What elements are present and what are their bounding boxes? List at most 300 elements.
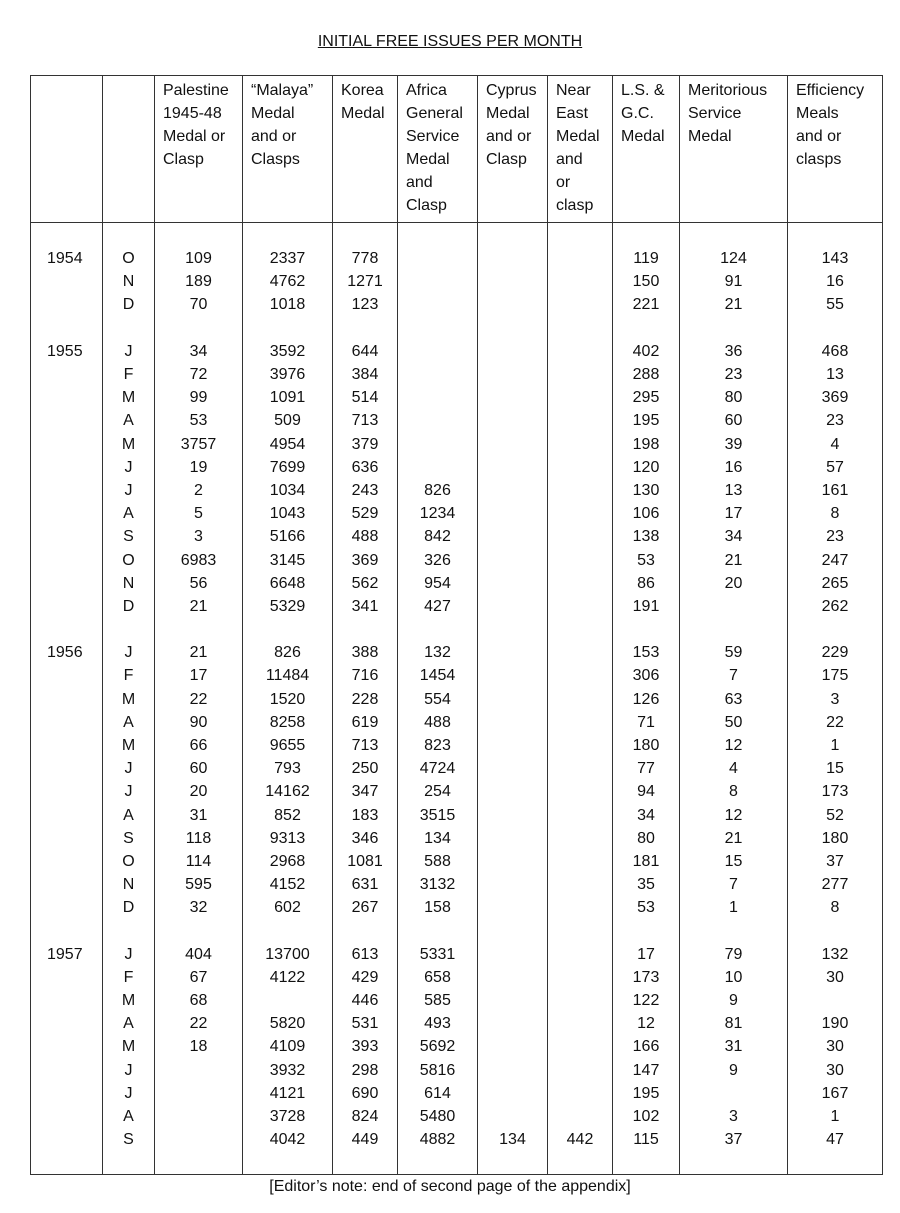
value-cell bbox=[478, 595, 548, 618]
value-cell: 1271 bbox=[333, 270, 398, 293]
header-line: 1945-48 bbox=[163, 105, 222, 122]
header-line: Medal bbox=[406, 151, 450, 168]
value-cell: 161 bbox=[788, 479, 883, 502]
value-cell: 60 bbox=[155, 757, 243, 780]
month-cell: J bbox=[103, 340, 155, 363]
column-header-efficiency bbox=[788, 76, 883, 223]
value-cell: 5820 bbox=[243, 1012, 333, 1035]
month-cell: J bbox=[103, 1082, 155, 1105]
value-cell: 3 bbox=[155, 525, 243, 548]
value-cell: 173 bbox=[788, 780, 883, 803]
value-cell: 3976 bbox=[243, 363, 333, 386]
table-row bbox=[31, 456, 883, 479]
value-cell bbox=[548, 734, 613, 757]
value-cell: 4121 bbox=[243, 1082, 333, 1105]
table-row bbox=[31, 1128, 883, 1151]
header-line: Medal bbox=[341, 105, 385, 122]
value-cell: 954 bbox=[398, 572, 478, 595]
month-cell: F bbox=[103, 363, 155, 386]
value-cell: 31 bbox=[680, 1035, 788, 1058]
spacer-row bbox=[31, 919, 883, 942]
year-cell bbox=[31, 525, 103, 548]
table-row bbox=[31, 989, 883, 1012]
value-cell: 2337 bbox=[243, 247, 333, 270]
value-cell: 23 bbox=[680, 363, 788, 386]
value-cell: 3145 bbox=[243, 548, 333, 571]
value-cell: 195 bbox=[613, 409, 680, 432]
value-cell bbox=[398, 363, 478, 386]
value-cell bbox=[548, 1105, 613, 1128]
month-cell: O bbox=[103, 850, 155, 873]
column-header-meritorious bbox=[680, 76, 788, 223]
value-cell: 5816 bbox=[398, 1059, 478, 1082]
value-cell bbox=[478, 433, 548, 456]
month-cell: M bbox=[103, 386, 155, 409]
value-cell: 22 bbox=[155, 1012, 243, 1035]
month-cell: S bbox=[103, 525, 155, 548]
issues-table-container bbox=[30, 75, 882, 1173]
header-line: Service bbox=[406, 128, 460, 145]
year-cell bbox=[31, 989, 103, 1012]
value-cell: 265 bbox=[788, 572, 883, 595]
value-cell: 20 bbox=[680, 572, 788, 595]
value-cell bbox=[548, 757, 613, 780]
value-cell: 14162 bbox=[243, 780, 333, 803]
header-line: Cyprus bbox=[486, 82, 537, 99]
value-cell: 15 bbox=[680, 850, 788, 873]
value-cell: 393 bbox=[333, 1035, 398, 1058]
value-cell: 778 bbox=[333, 247, 398, 270]
month-cell: M bbox=[103, 1035, 155, 1058]
month-cell: O bbox=[103, 548, 155, 571]
value-cell bbox=[155, 1082, 243, 1105]
value-cell: 57 bbox=[788, 456, 883, 479]
value-cell: 4724 bbox=[398, 757, 478, 780]
value-cell: 86 bbox=[613, 572, 680, 595]
header-line: “Malaya” bbox=[251, 82, 314, 99]
table-row bbox=[31, 780, 883, 803]
value-cell: 13700 bbox=[243, 943, 333, 966]
value-cell: 5331 bbox=[398, 943, 478, 966]
value-cell: 53 bbox=[613, 548, 680, 571]
value-cell: 21 bbox=[680, 827, 788, 850]
value-cell: 514 bbox=[333, 386, 398, 409]
value-cell: 80 bbox=[680, 386, 788, 409]
value-cell bbox=[478, 688, 548, 711]
value-cell: 126 bbox=[613, 688, 680, 711]
value-cell: 67 bbox=[155, 966, 243, 989]
table-body bbox=[31, 223, 883, 1175]
table-row bbox=[31, 1082, 883, 1105]
value-cell: 55 bbox=[788, 293, 883, 316]
table-row bbox=[31, 1059, 883, 1082]
value-cell bbox=[478, 943, 548, 966]
year-cell bbox=[31, 456, 103, 479]
header-line: Korea bbox=[341, 82, 384, 99]
header-row bbox=[31, 76, 883, 223]
value-cell bbox=[398, 293, 478, 316]
month-cell: S bbox=[103, 1128, 155, 1151]
value-cell bbox=[398, 386, 478, 409]
value-cell bbox=[548, 386, 613, 409]
value-cell bbox=[548, 664, 613, 687]
value-cell: 1034 bbox=[243, 479, 333, 502]
value-cell bbox=[478, 363, 548, 386]
value-cell: 34 bbox=[613, 804, 680, 827]
month-cell: A bbox=[103, 1012, 155, 1035]
month-cell: N bbox=[103, 572, 155, 595]
table-row bbox=[31, 479, 883, 502]
value-cell: 427 bbox=[398, 595, 478, 618]
month-cell: J bbox=[103, 456, 155, 479]
value-cell: 7 bbox=[680, 873, 788, 896]
value-cell bbox=[548, 1035, 613, 1058]
month-cell: F bbox=[103, 664, 155, 687]
value-cell: 384 bbox=[333, 363, 398, 386]
value-cell: 143 bbox=[788, 247, 883, 270]
header-line: G.C. bbox=[621, 105, 654, 122]
table-row bbox=[31, 409, 883, 432]
value-cell: 21 bbox=[155, 595, 243, 618]
table-row bbox=[31, 293, 883, 316]
value-cell: 595 bbox=[155, 873, 243, 896]
year-cell bbox=[31, 293, 103, 316]
table-row bbox=[31, 572, 883, 595]
value-cell bbox=[548, 850, 613, 873]
value-cell: 134 bbox=[478, 1128, 548, 1151]
header-line: and or bbox=[796, 128, 842, 145]
value-cell: 6648 bbox=[243, 572, 333, 595]
header-line: Meritorious bbox=[688, 82, 768, 99]
table-row bbox=[31, 734, 883, 757]
header-line: Medal bbox=[621, 128, 665, 145]
year-label: 1957 bbox=[31, 943, 103, 966]
value-cell: 13 bbox=[788, 363, 883, 386]
table-row bbox=[31, 757, 883, 780]
header-line: Clasp bbox=[163, 151, 204, 168]
header-line: Medal or bbox=[163, 128, 226, 145]
year-cell bbox=[31, 1128, 103, 1151]
month-cell: F bbox=[103, 966, 155, 989]
value-cell: 198 bbox=[613, 433, 680, 456]
value-cell: 614 bbox=[398, 1082, 478, 1105]
value-cell: 3592 bbox=[243, 340, 333, 363]
value-cell: 247 bbox=[788, 548, 883, 571]
value-cell: 9 bbox=[680, 1059, 788, 1082]
value-cell: 1 bbox=[788, 734, 883, 757]
month-cell: J bbox=[103, 757, 155, 780]
value-cell bbox=[478, 850, 548, 873]
value-cell: 94 bbox=[613, 780, 680, 803]
year-cell bbox=[31, 966, 103, 989]
value-cell: 8 bbox=[788, 896, 883, 919]
value-cell bbox=[478, 386, 548, 409]
table-row bbox=[31, 363, 883, 386]
value-cell: 8 bbox=[788, 502, 883, 525]
value-cell bbox=[478, 1105, 548, 1128]
value-cell bbox=[478, 827, 548, 850]
value-cell bbox=[155, 1059, 243, 1082]
year-cell bbox=[31, 711, 103, 734]
column-header-ls-gc bbox=[613, 76, 680, 223]
value-cell: 166 bbox=[613, 1035, 680, 1058]
value-cell bbox=[478, 734, 548, 757]
value-cell bbox=[548, 595, 613, 618]
value-cell: 842 bbox=[398, 525, 478, 548]
column-header-near-east bbox=[548, 76, 613, 223]
value-cell bbox=[548, 989, 613, 1012]
value-cell bbox=[548, 479, 613, 502]
value-cell: 3 bbox=[680, 1105, 788, 1128]
value-cell: 72 bbox=[155, 363, 243, 386]
value-cell bbox=[398, 247, 478, 270]
month-cell: N bbox=[103, 270, 155, 293]
value-cell: 190 bbox=[788, 1012, 883, 1035]
header-line: Service bbox=[688, 105, 742, 122]
value-cell: 826 bbox=[398, 479, 478, 502]
year-cell bbox=[31, 734, 103, 757]
value-cell: 509 bbox=[243, 409, 333, 432]
value-cell: 37 bbox=[788, 850, 883, 873]
value-cell: 34 bbox=[680, 525, 788, 548]
value-cell: 173 bbox=[613, 966, 680, 989]
value-cell: 3932 bbox=[243, 1059, 333, 1082]
year-cell bbox=[31, 1059, 103, 1082]
value-cell: 56 bbox=[155, 572, 243, 595]
column-header-cyprus bbox=[478, 76, 548, 223]
value-cell: 1018 bbox=[243, 293, 333, 316]
value-cell: 36 bbox=[680, 340, 788, 363]
table-row bbox=[31, 896, 883, 919]
value-cell: 229 bbox=[788, 641, 883, 664]
month-cell: M bbox=[103, 433, 155, 456]
value-cell: 3757 bbox=[155, 433, 243, 456]
value-cell: 115 bbox=[613, 1128, 680, 1151]
month-cell: J bbox=[103, 1059, 155, 1082]
value-cell bbox=[548, 804, 613, 827]
value-cell: 47 bbox=[788, 1128, 883, 1151]
value-cell: 18 bbox=[155, 1035, 243, 1058]
value-cell: 23 bbox=[788, 525, 883, 548]
value-cell: 39 bbox=[680, 433, 788, 456]
value-cell: 6983 bbox=[155, 548, 243, 571]
value-cell bbox=[548, 572, 613, 595]
value-cell: 189 bbox=[155, 270, 243, 293]
value-cell: 11484 bbox=[243, 664, 333, 687]
value-cell: 124 bbox=[680, 247, 788, 270]
table-row bbox=[31, 873, 883, 896]
value-cell: 132 bbox=[788, 943, 883, 966]
value-cell: 298 bbox=[333, 1059, 398, 1082]
table-row bbox=[31, 943, 883, 966]
value-cell: 7 bbox=[680, 664, 788, 687]
table-row bbox=[31, 711, 883, 734]
value-cell: 277 bbox=[788, 873, 883, 896]
value-cell: 588 bbox=[398, 850, 478, 873]
value-cell bbox=[478, 780, 548, 803]
value-cell: 79 bbox=[680, 943, 788, 966]
value-cell bbox=[478, 804, 548, 827]
value-cell: 531 bbox=[333, 1012, 398, 1035]
value-cell bbox=[478, 502, 548, 525]
value-cell bbox=[155, 1105, 243, 1128]
table-row bbox=[31, 502, 883, 525]
header-line: and or bbox=[251, 128, 297, 145]
month-cell: A bbox=[103, 711, 155, 734]
value-cell: 81 bbox=[680, 1012, 788, 1035]
value-cell: 446 bbox=[333, 989, 398, 1012]
value-cell: 658 bbox=[398, 966, 478, 989]
value-cell bbox=[478, 548, 548, 571]
value-cell bbox=[398, 270, 478, 293]
table-row bbox=[31, 247, 883, 270]
year-cell bbox=[31, 757, 103, 780]
value-cell: 66 bbox=[155, 734, 243, 757]
column-header-korea bbox=[333, 76, 398, 223]
value-cell: 404 bbox=[155, 943, 243, 966]
value-cell bbox=[478, 1059, 548, 1082]
year-cell bbox=[31, 548, 103, 571]
value-cell bbox=[548, 548, 613, 571]
month-cell: A bbox=[103, 409, 155, 432]
value-cell bbox=[398, 456, 478, 479]
value-cell: 99 bbox=[155, 386, 243, 409]
header-line: Palestine bbox=[163, 82, 229, 99]
column-header-year bbox=[31, 76, 103, 223]
header-line: Africa bbox=[406, 82, 447, 99]
value-cell: 429 bbox=[333, 966, 398, 989]
value-cell bbox=[478, 247, 548, 270]
year-cell bbox=[31, 502, 103, 525]
value-cell: 183 bbox=[333, 804, 398, 827]
value-cell: 138 bbox=[613, 525, 680, 548]
year-cell bbox=[31, 1082, 103, 1105]
table-row bbox=[31, 664, 883, 687]
value-cell bbox=[548, 525, 613, 548]
value-cell: 60 bbox=[680, 409, 788, 432]
header-line: and bbox=[406, 174, 433, 191]
value-cell: 12 bbox=[680, 734, 788, 757]
value-cell: 70 bbox=[155, 293, 243, 316]
value-cell bbox=[788, 989, 883, 1012]
value-cell: 120 bbox=[613, 456, 680, 479]
value-cell: 53 bbox=[613, 896, 680, 919]
month-cell: J bbox=[103, 641, 155, 664]
value-cell bbox=[478, 757, 548, 780]
value-cell bbox=[478, 525, 548, 548]
value-cell bbox=[548, 340, 613, 363]
value-cell: 585 bbox=[398, 989, 478, 1012]
value-cell bbox=[478, 1035, 548, 1058]
header-line: Near bbox=[556, 82, 591, 99]
table-row bbox=[31, 1105, 883, 1128]
year-cell bbox=[31, 386, 103, 409]
value-cell: 5329 bbox=[243, 595, 333, 618]
value-cell: 22 bbox=[155, 688, 243, 711]
value-cell: 4 bbox=[680, 757, 788, 780]
value-cell: 631 bbox=[333, 873, 398, 896]
month-cell: J bbox=[103, 780, 155, 803]
value-cell: 16 bbox=[680, 456, 788, 479]
value-cell: 442 bbox=[548, 1128, 613, 1151]
value-cell bbox=[478, 456, 548, 479]
value-cell: 50 bbox=[680, 711, 788, 734]
table-row bbox=[31, 641, 883, 664]
value-cell: 3515 bbox=[398, 804, 478, 827]
year-cell bbox=[31, 270, 103, 293]
value-cell bbox=[478, 340, 548, 363]
value-cell: 5 bbox=[155, 502, 243, 525]
value-cell: 123 bbox=[333, 293, 398, 316]
header-line: clasp bbox=[556, 197, 594, 214]
value-cell: 326 bbox=[398, 548, 478, 571]
value-cell: 3132 bbox=[398, 873, 478, 896]
table-row bbox=[31, 270, 883, 293]
value-cell: 793 bbox=[243, 757, 333, 780]
year-cell bbox=[31, 873, 103, 896]
value-cell bbox=[548, 780, 613, 803]
value-cell: 4109 bbox=[243, 1035, 333, 1058]
value-cell: 106 bbox=[613, 502, 680, 525]
value-cell bbox=[680, 595, 788, 618]
value-cell: 77 bbox=[613, 757, 680, 780]
value-cell: 1091 bbox=[243, 386, 333, 409]
value-cell: 37 bbox=[680, 1128, 788, 1151]
page-title: INITIAL FREE ISSUES PER MONTH bbox=[317, 33, 583, 50]
value-cell: 195 bbox=[613, 1082, 680, 1105]
value-cell: 716 bbox=[333, 664, 398, 687]
value-cell: 180 bbox=[788, 827, 883, 850]
value-cell: 1454 bbox=[398, 664, 478, 687]
value-cell bbox=[398, 409, 478, 432]
value-cell: 713 bbox=[333, 734, 398, 757]
value-cell: 3 bbox=[788, 688, 883, 711]
value-cell bbox=[478, 966, 548, 989]
value-cell: 228 bbox=[333, 688, 398, 711]
value-cell bbox=[478, 664, 548, 687]
value-cell: 488 bbox=[333, 525, 398, 548]
year-cell bbox=[31, 433, 103, 456]
header-line: clasps bbox=[796, 151, 842, 168]
value-cell: 4954 bbox=[243, 433, 333, 456]
value-cell bbox=[478, 641, 548, 664]
value-cell: 150 bbox=[613, 270, 680, 293]
value-cell: 30 bbox=[788, 966, 883, 989]
value-cell bbox=[243, 989, 333, 1012]
value-cell: 493 bbox=[398, 1012, 478, 1035]
value-cell: 2 bbox=[155, 479, 243, 502]
spacer-row bbox=[31, 317, 883, 340]
value-cell: 1234 bbox=[398, 502, 478, 525]
value-cell bbox=[478, 293, 548, 316]
value-cell: 8258 bbox=[243, 711, 333, 734]
value-cell: 90 bbox=[155, 711, 243, 734]
value-cell: 34 bbox=[155, 340, 243, 363]
value-cell: 10 bbox=[680, 966, 788, 989]
year-cell bbox=[31, 850, 103, 873]
value-cell: 852 bbox=[243, 804, 333, 827]
table-row bbox=[31, 804, 883, 827]
value-cell bbox=[548, 270, 613, 293]
value-cell bbox=[680, 1082, 788, 1105]
header-line: L.S. & bbox=[621, 82, 665, 99]
header-line: Clasps bbox=[251, 151, 300, 168]
value-cell: 347 bbox=[333, 780, 398, 803]
spacer-row bbox=[31, 223, 883, 248]
value-cell bbox=[548, 1082, 613, 1105]
table-row bbox=[31, 340, 883, 363]
value-cell bbox=[548, 873, 613, 896]
